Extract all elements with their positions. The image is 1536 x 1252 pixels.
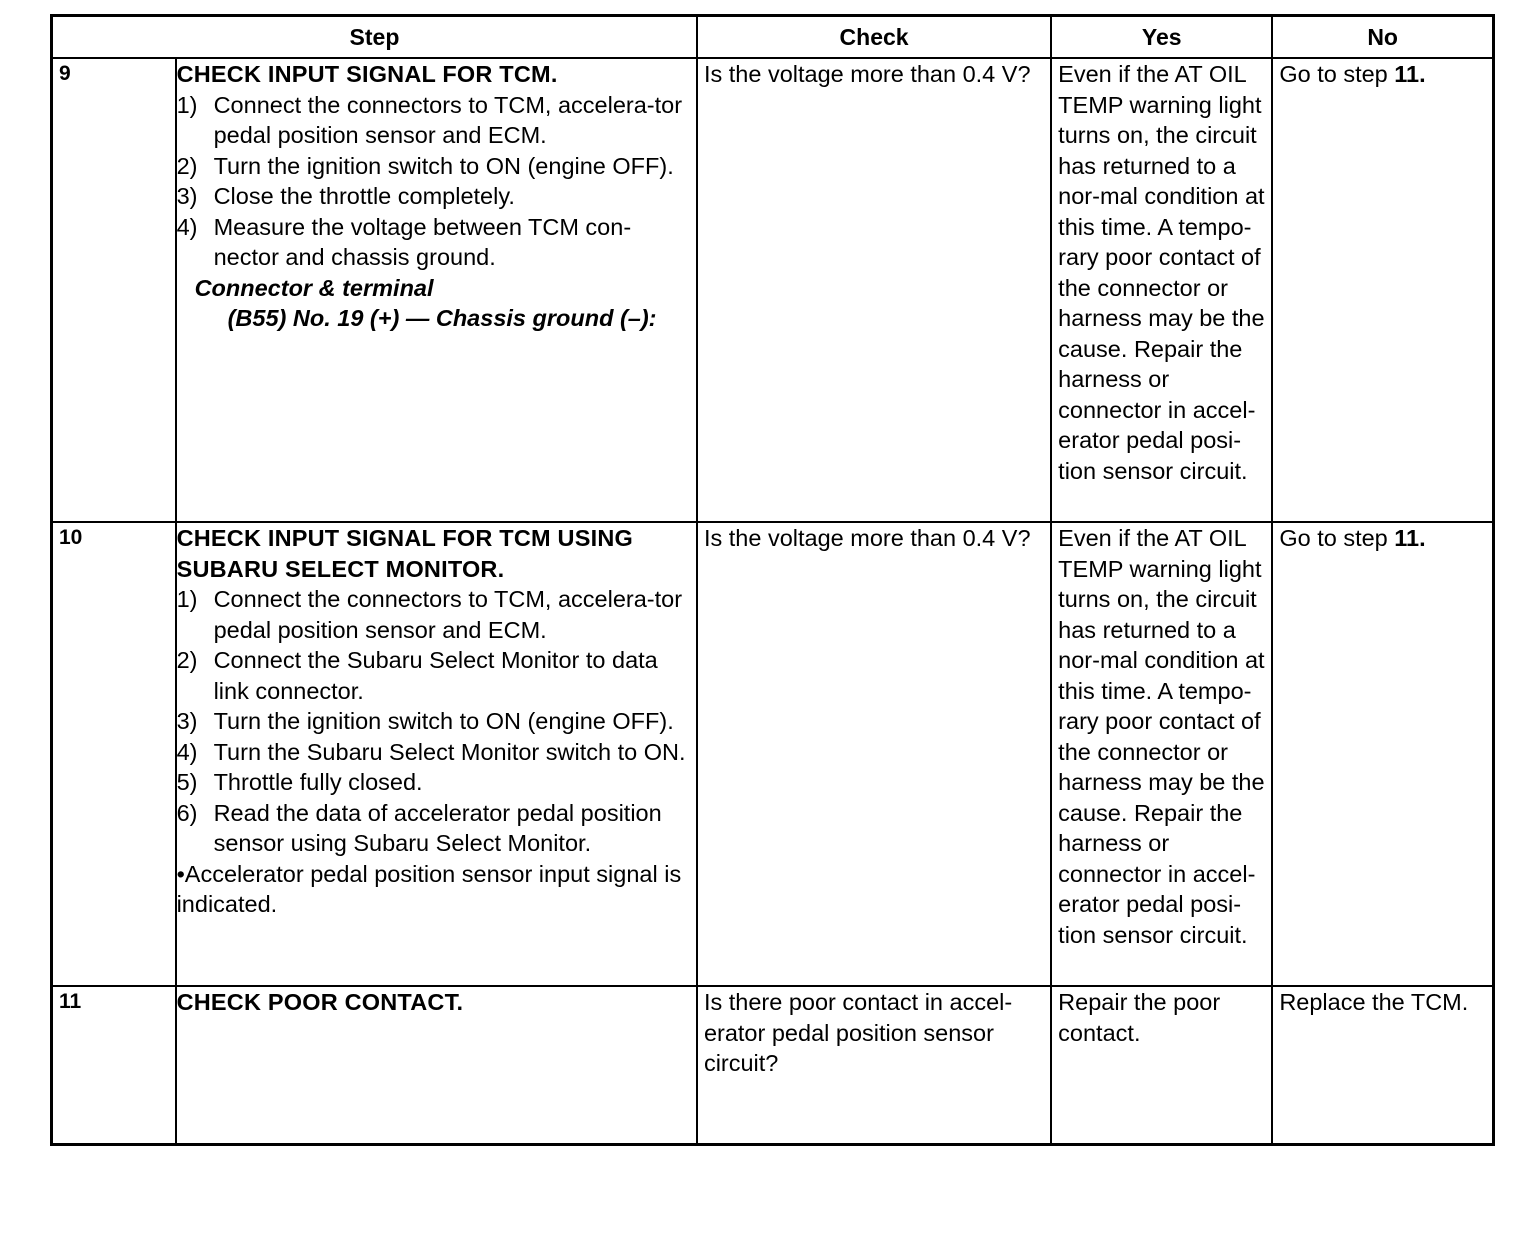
step-title: CHECK POOR CONTACT.	[176, 989, 464, 1015]
header-step: Step	[52, 16, 697, 59]
list-item: 3) Close the throttle completely.	[176, 183, 515, 209]
list-item: 4) Measure the voltage between TCM con-nector and chassis ground.	[176, 213, 632, 270]
list-item: 2) Connect the Subaru Select Monitor to data link connector.	[176, 647, 658, 704]
diagnostic-table	[50, 14, 1495, 1146]
note-text: •Accelerator pedal position sensor input signal is indicated.	[176, 860, 682, 917]
step-list	[177, 584, 688, 859]
list-item: 1) Connect the connectors to TCM, accelera-tor pedal position sensor and ECM.	[176, 586, 683, 643]
check-cell: Is the voltage more than 0.4 V?	[697, 58, 1051, 522]
yes-cell: Even if the AT OIL TEMP warning light turns on, the circuit has returned to a nor-mal condition at this time. A tempo-rary poor contact of the connector or harness may be the cause. Repair the harness or connector in accel-erator pedal posi-tion sensor circuit.	[1051, 58, 1272, 522]
step-title: CHECK INPUT SIGNAL FOR TCM.	[176, 61, 558, 87]
table-row	[52, 986, 1494, 1144]
connector-value: (B55) No. 19 (+) — Chassis ground (–):	[227, 305, 657, 331]
no-cell: Go to step 11.	[1272, 522, 1493, 986]
yes-cell: Repair the poor contact.	[1051, 986, 1272, 1144]
list-item: 3) Turn the ignition switch to ON (engine OFF).	[176, 708, 674, 734]
list-item: 1) Connect the connectors to TCM, accelera-tor pedal position sensor and ECM.	[176, 91, 683, 148]
table-header-row	[52, 16, 1494, 59]
header-check: Check	[697, 16, 1051, 59]
list-item: 2) Turn the ignition switch to ON (engine OFF).	[176, 152, 674, 179]
connector-spec	[177, 273, 688, 334]
header-no: No	[1272, 16, 1493, 59]
step-number: 11	[52, 986, 176, 1144]
step-description	[176, 58, 697, 522]
step-number: 10	[52, 522, 176, 986]
check-cell: Is the voltage more than 0.4 V?	[697, 522, 1051, 986]
goto-step-link: 11.	[1394, 525, 1426, 551]
no-cell: Go to step 11.	[1272, 58, 1493, 522]
table-row	[52, 58, 1494, 522]
list-item: 4) Turn the Subaru Select Monitor switch to ON.	[176, 738, 686, 765]
goto-step-link: 11.	[1394, 61, 1426, 87]
header-yes: Yes	[1051, 16, 1272, 59]
step-number: 9	[52, 58, 176, 522]
table-row	[52, 522, 1494, 986]
step-description	[176, 522, 697, 986]
yes-cell: Even if the AT OIL TEMP warning light turns on, the circuit has returned to a nor-mal condition at this time. A tempo-rary poor contact of the connector or harness may be the cause. Repair the harness or connector in accel-erator pedal posi-tion sensor circuit.	[1051, 522, 1272, 986]
connector-label: Connector & terminal	[194, 274, 434, 301]
list-item: 6) Read the data of accelerator pedal position sensor using Subaru Select Monitor.	[176, 799, 662, 856]
check-cell: Is there poor contact in accel-erator pedal position sensor circuit?	[697, 986, 1051, 1144]
step-title: CHECK INPUT SIGNAL FOR TCM USING SUBARU SELECT MONITOR.	[176, 525, 633, 582]
no-cell: Replace the TCM.	[1272, 986, 1493, 1144]
step-list	[177, 90, 688, 273]
list-item: 5) Throttle fully closed.	[176, 769, 423, 795]
step-description	[176, 986, 697, 1144]
